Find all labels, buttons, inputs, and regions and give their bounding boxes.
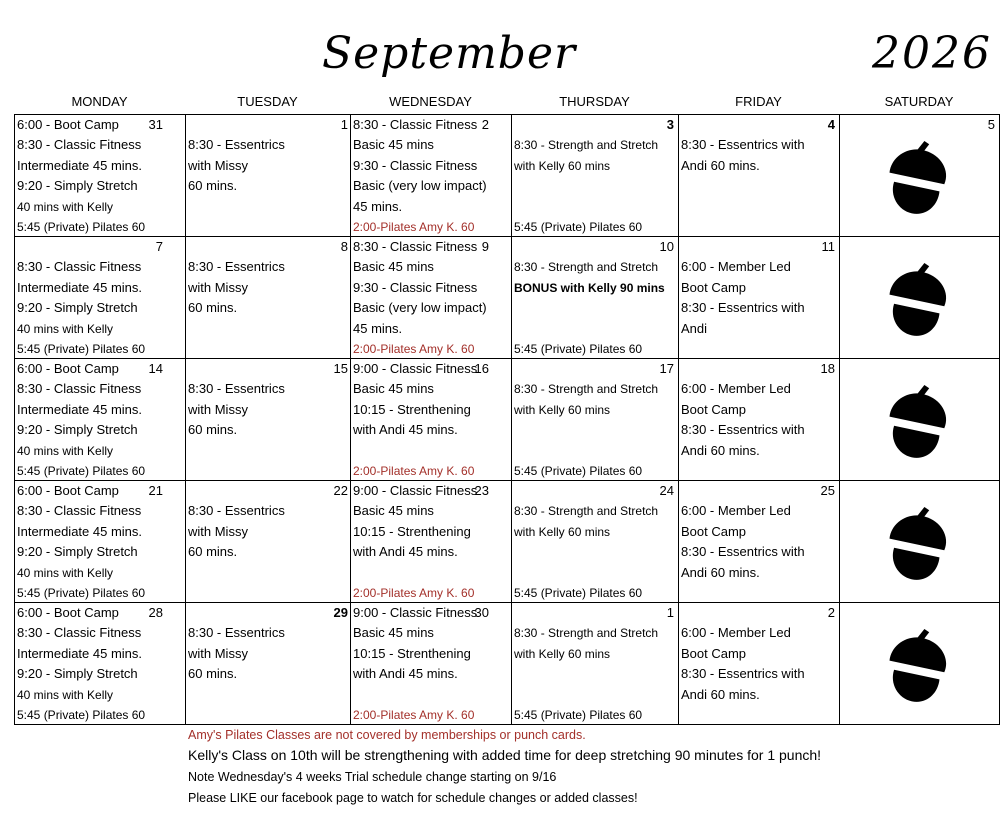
calendar-grid <box>14 114 1000 725</box>
class-line: with Missy <box>188 279 248 295</box>
class-line <box>351 685 511 705</box>
class-line: 10:15 - Strenthening <box>353 401 471 417</box>
class-line: 8:30 - Classic Fitness <box>17 503 142 519</box>
weekday-monday: MONDAY <box>71 94 128 109</box>
class-line: 2:00-Pilates Amy K. 60 <box>353 708 475 723</box>
day-number: 4 <box>827 117 835 132</box>
class-line: 6:00 - Member Led <box>681 625 791 641</box>
acorn-icon <box>878 625 958 710</box>
class-line: Basic 45 mins <box>353 381 434 397</box>
day-cell-tue <box>186 359 351 481</box>
day-cell-thu <box>512 237 679 359</box>
class-line <box>679 603 839 623</box>
day-cell-fri <box>679 603 840 725</box>
class-line <box>186 481 350 501</box>
weekday-header <box>14 94 999 114</box>
class-line <box>351 563 511 583</box>
class-line: 5:45 (Private) Pilates 60 <box>514 220 643 235</box>
day-number: 18 <box>820 361 835 376</box>
class-line <box>512 441 678 461</box>
day-number: 31 <box>148 117 163 132</box>
day-number: 23 <box>474 483 489 498</box>
class-line <box>512 420 678 440</box>
class-line <box>186 603 350 623</box>
class-line: 60 mins. <box>188 666 238 682</box>
day-cell-thu <box>512 481 679 603</box>
day-number: 17 <box>659 361 674 376</box>
day-number: 9 <box>481 239 489 254</box>
day-cell-tue <box>186 481 351 603</box>
class-line: with Andi 45 mins. <box>353 544 458 560</box>
class-line: 6:00 - Member Led <box>681 381 791 397</box>
weekday-thursday: THURSDAY <box>559 94 630 109</box>
class-line: Boot Camp <box>681 523 747 539</box>
class-line: 8:30 - Strength and Stretch <box>514 260 659 275</box>
day-cell-wed <box>351 603 512 725</box>
class-line: Basic 45 mins <box>353 137 434 153</box>
day-cell-mon <box>15 359 186 481</box>
class-line: 8:30 - Classic Fitness <box>17 381 142 397</box>
day-number: 30 <box>474 605 489 620</box>
class-line: 5:45 (Private) Pilates 60 <box>17 220 146 235</box>
day-cell-wed <box>351 237 512 359</box>
calendar-week <box>15 603 1000 725</box>
class-line: 9:20 - Simply Stretch <box>17 300 138 316</box>
class-line <box>512 319 678 339</box>
class-line <box>512 298 678 318</box>
class-line: with Kelly 60 mins <box>514 646 611 661</box>
weekday-saturday: SATURDAY <box>884 94 954 109</box>
class-line <box>512 237 678 257</box>
class-line: 9:20 - Simply Stretch <box>17 422 138 438</box>
day-number: 2 <box>827 605 835 620</box>
class-line: 8:30 - Strength and Stretch <box>514 504 659 519</box>
day-cell-thu <box>512 359 679 481</box>
class-line: 45 mins. <box>353 320 403 336</box>
calendar-week <box>15 115 1000 237</box>
class-line: 8:30 - Classic Fitness <box>17 137 142 153</box>
class-line: 40 mins with Kelly <box>17 565 114 580</box>
class-line: 40 mins with Kelly <box>17 687 114 702</box>
kelly-notice: Kelly's Class on 10th will be strengthening with added time for deep stretching 90 minutes for 1 punch! <box>188 747 822 763</box>
class-line: 5:45 (Private) Pilates 60 <box>17 586 146 601</box>
day-number: 21 <box>148 483 163 498</box>
class-line: with Missy <box>188 401 248 417</box>
class-line <box>186 237 350 257</box>
day-cell-tue <box>186 237 351 359</box>
day-cell-fri <box>679 481 840 603</box>
class-line: Boot Camp <box>681 401 747 417</box>
day-number: 15 <box>333 361 348 376</box>
day-number: 7 <box>155 239 163 254</box>
acorn-icon <box>878 259 958 344</box>
day-number: 28 <box>148 605 163 620</box>
class-line <box>512 603 678 623</box>
class-line <box>679 481 839 501</box>
class-line <box>512 481 678 501</box>
class-line: 8:30 - Classic Fitness <box>353 117 478 132</box>
class-line: Basic (very low impact) <box>353 178 487 194</box>
class-line <box>512 197 678 217</box>
class-line <box>679 115 839 135</box>
class-line: Andi <box>681 320 708 336</box>
class-line: Intermediate 45 mins. <box>17 645 143 661</box>
class-line: Basic 45 mins <box>353 259 434 275</box>
day-number: 16 <box>474 361 489 376</box>
day-cell-mon <box>15 481 186 603</box>
class-line <box>186 115 350 135</box>
year-title: 2026 <box>872 28 992 79</box>
calendar-week <box>15 237 1000 359</box>
class-line: 8:30 - Classic Fitness <box>17 259 142 275</box>
class-line: 6:00 - Boot Camp <box>17 117 119 132</box>
class-line: Basic (very low impact) <box>353 300 487 316</box>
class-line: with Andi 45 mins. <box>353 666 458 682</box>
class-line: 5:45 (Private) Pilates 60 <box>514 708 643 723</box>
class-line: 8:30 - Strength and Stretch <box>514 382 659 397</box>
class-line: 9:20 - Simply Stretch <box>17 666 138 682</box>
class-line: Andi 60 mins. <box>681 442 760 458</box>
class-line <box>512 176 678 196</box>
class-line: 8:30 - Strength and Stretch <box>514 138 659 153</box>
class-line: 10:15 - Strenthening <box>353 645 471 661</box>
day-number: 3 <box>666 117 674 132</box>
class-line <box>512 664 678 684</box>
day-cell-tue <box>186 603 351 725</box>
acorn-icon <box>878 503 958 588</box>
class-line: Basic 45 mins <box>353 625 434 641</box>
weekday-wednesday: WEDNESDAY <box>389 94 472 109</box>
class-line: 5:45 (Private) Pilates 60 <box>514 342 643 357</box>
class-line: with Missy <box>188 157 248 173</box>
day-number: 11 <box>821 239 835 254</box>
class-line: with Kelly 60 mins <box>514 158 611 173</box>
class-line: 6:00 - Member Led <box>681 503 791 519</box>
class-line <box>186 359 350 379</box>
pilates-notice: Amy's Pilates Classes are not covered by memberships or punch cards. <box>188 728 586 742</box>
day-number: 29 <box>333 605 348 620</box>
class-line: 10:15 - Strenthening <box>353 523 471 539</box>
class-line: 5:45 (Private) Pilates 60 <box>17 464 146 479</box>
class-line: 9:00 - Classic Fitness <box>353 605 478 620</box>
day-cell-thu <box>512 115 679 237</box>
class-line: 60 mins. <box>188 178 238 194</box>
day-cell-sat <box>840 359 1000 481</box>
calendar-week <box>15 481 1000 603</box>
class-line: 8:30 - Essentrics <box>188 625 285 641</box>
class-line: 8:30 - Essentrics <box>188 259 285 275</box>
weekday-tuesday: TUESDAY <box>237 94 298 109</box>
class-line: 60 mins. <box>188 422 238 438</box>
calendar-week <box>15 359 1000 481</box>
class-line: Boot Camp <box>681 279 747 295</box>
trial-notice: Note Wednesday's 4 weeks Trial schedule change starting on 9/16 <box>188 770 557 784</box>
day-cell-sat <box>840 603 1000 725</box>
class-line: 9:30 - Classic Fitness <box>353 279 478 295</box>
day-cell-thu <box>512 603 679 725</box>
class-line: with Kelly 60 mins <box>514 402 611 417</box>
day-number: 2 <box>481 117 489 132</box>
class-line: Andi 60 mins. <box>681 157 760 173</box>
day-cell-wed <box>351 359 512 481</box>
class-line: 45 mins. <box>353 198 403 214</box>
class-line: 8:30 - Essentrics with <box>681 666 805 682</box>
class-line: 6:00 - Boot Camp <box>17 361 119 376</box>
class-line: 2:00-Pilates Amy K. 60 <box>353 464 475 479</box>
day-cell-mon <box>15 115 186 237</box>
class-line: 8:30 - Essentrics <box>188 381 285 397</box>
day-cell-mon <box>15 237 186 359</box>
day-number: 22 <box>333 483 348 498</box>
day-cell-sat <box>840 237 1000 359</box>
class-line: 9:00 - Classic Fitness <box>353 361 478 376</box>
class-line <box>512 542 678 562</box>
acorn-icon <box>878 137 958 222</box>
class-line: 5:45 (Private) Pilates 60 <box>514 464 643 479</box>
day-cell-fri <box>679 359 840 481</box>
day-number: 14 <box>148 361 163 376</box>
day-cell-sat <box>840 481 1000 603</box>
class-line: Andi 60 mins. <box>681 686 760 702</box>
class-line: 2:00-Pilates Amy K. 60 <box>353 220 475 235</box>
class-line: 2:00-Pilates Amy K. 60 <box>353 586 475 601</box>
weekday-friday: FRIDAY <box>735 94 782 109</box>
day-number: 5 <box>987 117 995 132</box>
class-line: 40 mins with Kelly <box>17 321 114 336</box>
day-number: 24 <box>659 483 674 498</box>
day-cell-wed <box>351 481 512 603</box>
class-line: 9:20 - Simply Stretch <box>17 544 138 560</box>
class-line: with Missy <box>188 645 248 661</box>
class-line: Intermediate 45 mins. <box>17 279 143 295</box>
class-line: Intermediate 45 mins. <box>17 523 143 539</box>
class-line: BONUS with Kelly 90 mins <box>514 280 665 295</box>
class-line <box>679 237 839 257</box>
day-cell-tue <box>186 115 351 237</box>
class-line <box>351 441 511 461</box>
class-line: with Missy <box>188 523 248 539</box>
class-line: with Andi 45 mins. <box>353 422 458 438</box>
day-number: 8 <box>340 239 348 254</box>
day-cell-fri <box>679 115 840 237</box>
class-line: 8:30 - Essentrics with <box>681 137 805 153</box>
class-line: 9:30 - Classic Fitness <box>353 157 478 173</box>
class-line: 6:00 - Boot Camp <box>17 483 119 498</box>
class-line: 9:00 - Classic Fitness <box>353 483 478 498</box>
facebook-notice: Please LIKE our facebook page to watch for schedule changes or added classes! <box>188 791 638 805</box>
class-line: Andi 60 mins. <box>681 564 760 580</box>
class-line: Boot Camp <box>681 645 747 661</box>
class-line: 8:30 - Classic Fitness <box>17 625 142 641</box>
class-line: 8:30 - Essentrics with <box>681 300 805 316</box>
class-line: 60 mins. <box>188 300 238 316</box>
class-line: 8:30 - Classic Fitness <box>353 239 478 254</box>
class-line: with Kelly 60 mins <box>514 524 611 539</box>
class-line: 60 mins. <box>188 544 238 560</box>
class-line: Basic 45 mins <box>353 503 434 519</box>
day-number: 1 <box>666 605 674 620</box>
class-line: 40 mins with Kelly <box>17 443 114 458</box>
class-line: Intermediate 45 mins. <box>17 157 143 173</box>
acorn-icon <box>878 381 958 466</box>
class-line: 5:45 (Private) Pilates 60 <box>17 708 146 723</box>
class-line: 8:30 - Essentrics <box>188 137 285 153</box>
day-cell-wed <box>351 115 512 237</box>
class-line: 5:45 (Private) Pilates 60 <box>17 342 146 357</box>
class-line: 9:20 - Simply Stretch <box>17 178 138 194</box>
class-line: 8:30 - Essentrics with <box>681 422 805 438</box>
class-line <box>512 359 678 379</box>
class-line: 6:00 - Boot Camp <box>17 605 119 620</box>
class-line <box>512 115 678 135</box>
class-line: 8:30 - Essentrics with <box>681 544 805 560</box>
class-line: 2:00-Pilates Amy K. 60 <box>353 342 475 357</box>
class-line: 8:30 - Strength and Stretch <box>514 626 659 641</box>
class-line: 8:30 - Essentrics <box>188 503 285 519</box>
day-cell-mon <box>15 603 186 725</box>
class-line: 5:45 (Private) Pilates 60 <box>514 586 643 601</box>
class-line <box>512 563 678 583</box>
class-line: 6:00 - Member Led <box>681 259 791 275</box>
day-number: 10 <box>659 239 674 254</box>
month-title: September <box>322 28 577 79</box>
class-line <box>512 685 678 705</box>
day-cell-fri <box>679 237 840 359</box>
day-number: 25 <box>820 483 835 498</box>
class-line <box>679 359 839 379</box>
day-number: 1 <box>340 117 348 132</box>
class-line: 40 mins with Kelly <box>17 199 114 214</box>
day-cell-sat <box>840 115 1000 237</box>
class-line: Intermediate 45 mins. <box>17 401 143 417</box>
